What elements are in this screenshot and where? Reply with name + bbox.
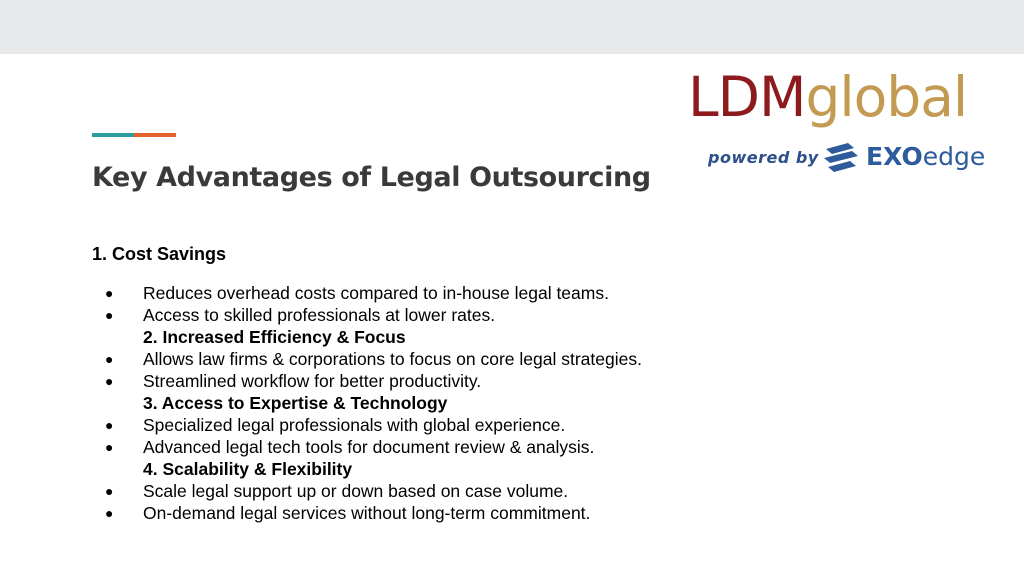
list-item bbox=[92, 502, 792, 524]
section-heading-cost-savings: 1. Cost Savings bbox=[92, 244, 227, 264]
bullet-icon: ● bbox=[105, 307, 114, 323]
list-item bbox=[92, 480, 792, 502]
bullet-icon: ● bbox=[105, 417, 114, 433]
title-accent-bar bbox=[92, 133, 176, 137]
logo-partner-name bbox=[866, 142, 985, 172]
list-item bbox=[92, 414, 792, 436]
list-item bbox=[92, 304, 792, 326]
list-item-text: Advanced legal tech tools for document review & analysis. bbox=[143, 437, 595, 457]
list-item-text: Scale legal support up or down based on case volume. bbox=[143, 481, 569, 501]
section-heading bbox=[92, 392, 792, 414]
list-item-text: Streamlined workflow for better productivity. bbox=[143, 371, 482, 391]
bullet-icon: ● bbox=[105, 483, 114, 499]
bullet-icon: ● bbox=[105, 439, 114, 455]
logo-wordmark bbox=[688, 64, 967, 130]
list-item bbox=[92, 282, 792, 304]
list-item-text: On-demand legal services without long-term commitment. bbox=[143, 503, 591, 523]
advantages-list bbox=[92, 282, 792, 524]
top-band bbox=[0, 0, 1024, 54]
bullet-icon: ● bbox=[105, 351, 114, 367]
section-heading-text: 3. Access to Expertise & Technology bbox=[143, 393, 448, 413]
list-item bbox=[92, 370, 792, 392]
list-item bbox=[92, 348, 792, 370]
section-heading bbox=[92, 458, 792, 480]
section-heading-text: 2. Increased Efficiency & Focus bbox=[143, 327, 406, 347]
logo-powered-by: powered by bbox=[708, 148, 819, 167]
list-item-text: Allows law firms & corporations to focus on core legal strategies. bbox=[143, 349, 642, 369]
accent-segment-orange bbox=[134, 133, 176, 137]
slide-title: Key Advantages of Legal Outsourcing bbox=[92, 162, 651, 193]
bullet-icon: ● bbox=[105, 285, 114, 301]
logo-brand-part1: LDM bbox=[688, 65, 806, 129]
list-item-text: Access to skilled professionals at lower rates. bbox=[143, 305, 496, 325]
logo-partner-part1: EXO bbox=[866, 142, 923, 171]
ldmglobal-logo bbox=[688, 64, 1013, 176]
bullet-icon: ● bbox=[105, 505, 114, 521]
logo-partner-part2: edge bbox=[922, 142, 986, 171]
list-item bbox=[92, 436, 792, 458]
bullet-icon: ● bbox=[105, 373, 114, 389]
logo-brand-part2: global bbox=[805, 65, 968, 129]
section-heading bbox=[92, 326, 792, 348]
list-item-text: Reduces overhead costs compared to in-house legal teams. bbox=[143, 283, 609, 303]
accent-segment-teal bbox=[92, 133, 134, 137]
section-heading-text: 4. Scalability & Flexibility bbox=[143, 459, 353, 479]
exoedge-mark-icon bbox=[822, 140, 862, 174]
list-item-text: Specialized legal professionals with global experience. bbox=[143, 415, 566, 435]
